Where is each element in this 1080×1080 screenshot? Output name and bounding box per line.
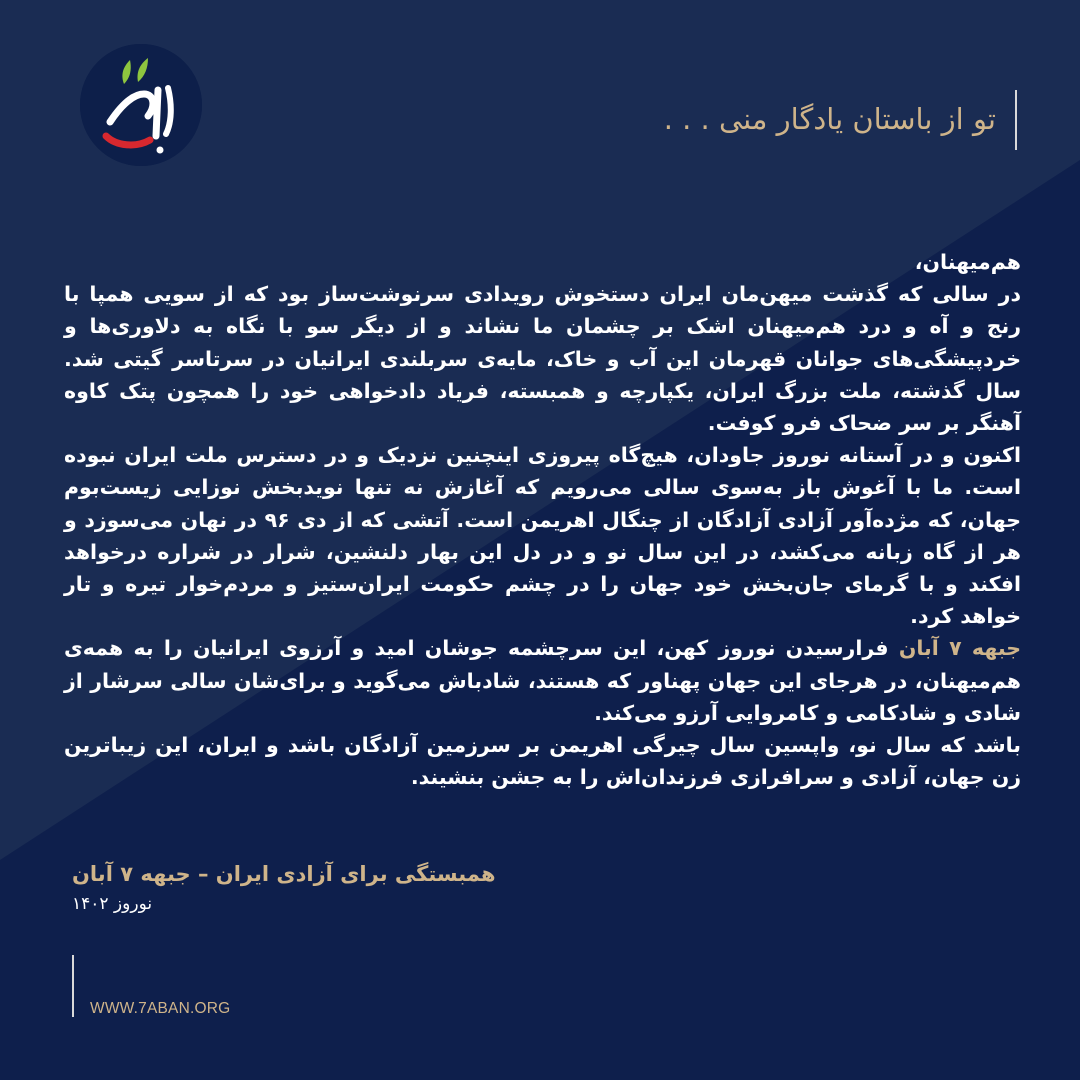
signature-date: نوروز ۱۴۰۲	[72, 894, 153, 914]
header-title: تو از باستان یادگار منی . . .	[663, 102, 996, 136]
footer-website-link[interactable]: WWW.7ABAN.ORG	[90, 1000, 231, 1017]
aban-logo-icon	[80, 44, 202, 166]
letter-greeting: هم‌میهنان،	[914, 250, 1021, 274]
header-divider	[1015, 90, 1017, 150]
aban-logo	[80, 44, 202, 166]
organization-name-highlight: جبهه ۷ آبان	[898, 636, 1021, 661]
letter-paragraph-4: باشد که سال نو، واپسین سال چیرگی اهریمن بر سرزمین آزادگان باشد و ایران، این زیباترین زن جهان، آزادی و سرافرازی فرزندان‌اش را به جشن بنشیند.	[64, 733, 1021, 790]
signature-block	[72, 858, 592, 918]
letter-paragraph-3-text: فرارسیدن نوروز کهن، این سرچشمه جوشان امید و آرزوی ایرانیان را به همه‌ی هم‌میهنان، در هرجای این جهان پهناور که هستند، شادباش می‌گوید و برای‌شان سالی سرشار از شادی و شادکامی و کامروایی آرزو می‌کند.	[64, 636, 1021, 725]
letter-paragraph-3	[64, 632, 1021, 729]
letter-body	[64, 246, 1021, 793]
signature-line: همبستگی برای آزادی ایران – جبهه ۷ آبان	[72, 862, 496, 886]
footer-divider	[72, 955, 74, 1017]
letter-paragraph-1: در سالی که گذشت میهن‌مان ایران دستخوش رویدادی سرنوشت‌ساز بود که از سویی همپا با رنج و آه و درد هم‌میهنان اشک بر چشمان ما نشاند و از دیگر سو با نگاه به دلاوری‌ها و خردپیشگی‌های جوانان قهرمان این آب و خاک، مایه‌ی سربلندی ایرانیان در سرتاسر گیتی شد. سال گذشته، ملت بزرگ ایران، یکپارچه و همبسته، فریاد دادخواهی خود را همچون پتک کاوه آهنگر بر سر ضحاک فرو کوفت.	[64, 282, 1021, 436]
letter-paragraph-2: اکنون و در آستانه نوروز جاودان، هیچ‌گاه پیروزی اینچنین نزدیک و در دسترس ملت ایران نبوده است. ما با آغوش باز به‌سوی سالی می‌رویم که آغازش نه تنها نویدبخش نوزایی زیست‌بوم جهان، که مژده‌آور آزادی آزادگان از چنگال اهریمن است. آتشی که از دی ۹۶ در نهان می‌سوزد و هر از گاه زبانه می‌کشد، در این سال نو و در دل این بهار دلنشین، شرار در شراره درخواهد افکند و با گرمای جان‌بخش خود جهان را در چشم حکومت ایران‌ستیز و مردم‌خوار تیره و تار خواهد کرد.	[64, 443, 1022, 629]
